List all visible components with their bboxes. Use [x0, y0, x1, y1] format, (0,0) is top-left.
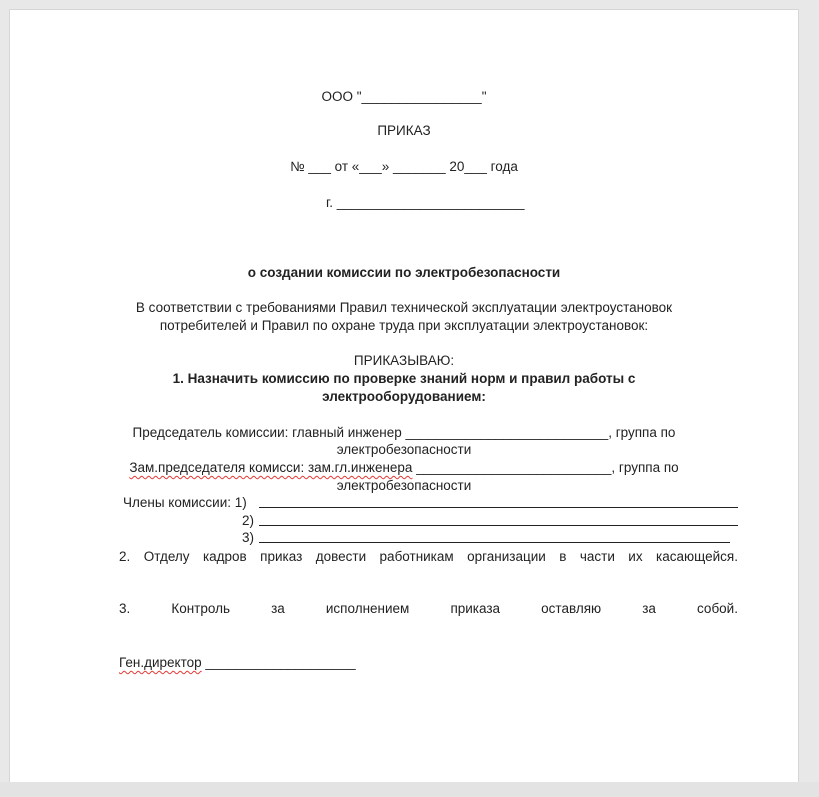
director-label: Ген.директор [119, 655, 202, 670]
member-3-line [242, 529, 730, 546]
member-2-label: 2) [242, 513, 255, 528]
item2-word: их [628, 549, 643, 564]
member-1-blank [259, 507, 738, 508]
item2-word: части [579, 549, 615, 564]
deputy-suffix: __________________________, группа по [412, 460, 679, 475]
deputy-prefix: Зам.председателя комисси: зам.гл.инженера [129, 460, 413, 475]
org-name-line: ООО "________________" [321, 89, 487, 104]
item3-word: приказа [450, 601, 501, 616]
member-1-line [123, 494, 738, 511]
item2-word: касающейся. [656, 549, 738, 564]
item1-line-2: электрооборудованием: [322, 389, 486, 404]
item3-word: собой. [697, 601, 738, 616]
deputy-line-1 [10, 459, 798, 476]
item3-word: исполнением [325, 601, 410, 616]
item2-word: довести [315, 549, 367, 564]
document-title: ПРИКАЗ [377, 123, 431, 138]
item2-word: организации [467, 549, 546, 564]
item1-line-1: 1. Назначить комиссию по проверке знаний норм и правил работы с [172, 371, 636, 386]
item3-word: за [271, 601, 285, 616]
order-word: ПРИКАЗЫВАЮ: [353, 353, 455, 368]
item2-word: в [559, 549, 567, 564]
item2-word: кадров [202, 549, 247, 564]
director-blank: ____________________ [201, 655, 356, 670]
item3-word: 3. [119, 601, 131, 616]
item3-word: за [642, 601, 656, 616]
members-label: Члены комиссии: 1) [123, 495, 247, 510]
member-3-blank [259, 542, 730, 543]
director-signature-line [119, 654, 356, 671]
item3-paragraph [119, 600, 738, 617]
item3-word: Контроль [171, 601, 230, 616]
chair-line-2: электробезопасности [336, 442, 472, 457]
city-line: г. _________________________ [326, 195, 525, 210]
preamble-line-1: В соответствии с требованиями Правил технической эксплуатации электроустановок [135, 300, 673, 315]
item2-word: работникам [379, 549, 454, 564]
item2-word: приказ [260, 549, 303, 564]
preamble-line-2: потребителей и Правил по охране труда при эксплуатации электроустановок: [159, 318, 649, 333]
member-3-label: 3) [242, 530, 255, 545]
deputy-line-2: электробезопасности [336, 478, 472, 493]
document-page [10, 10, 798, 782]
chair-line-1: Председатель комиссии: главный инженер ___________________________, группа по [132, 425, 676, 440]
viewer-bottom-strip [0, 782, 819, 797]
item3-word: оставляю [541, 601, 602, 616]
member-2-line [242, 512, 738, 529]
order-subject: о создании комиссии по электробезопасности [247, 265, 561, 280]
item2-word: Отделу [143, 549, 190, 564]
item2-paragraph [119, 548, 738, 565]
item2-word: 2. [119, 549, 131, 564]
order-number-line: № ___ от «___» _______ 20___ года [290, 159, 518, 174]
member-2-blank [259, 525, 738, 526]
